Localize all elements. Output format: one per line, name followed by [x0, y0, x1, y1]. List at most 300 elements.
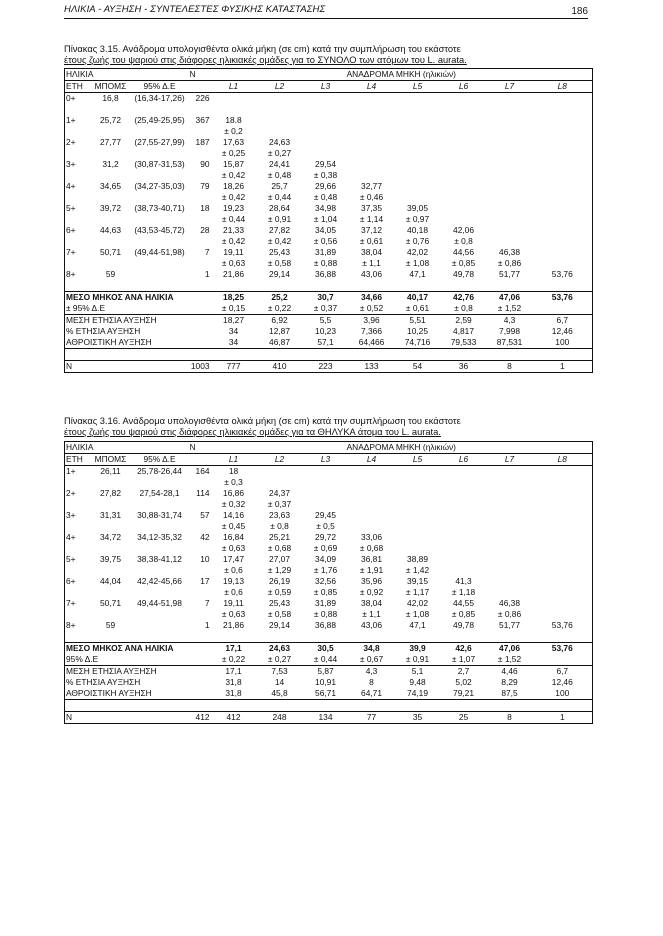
empty-cell: [65, 258, 91, 269]
error-cell: ± 0,3: [224, 477, 243, 487]
ci-cell: (30,87-31,53): [134, 159, 185, 169]
error-cell: ± 0,63: [221, 258, 246, 268]
empty-cell: [65, 192, 91, 203]
table1-caption: [64, 44, 594, 66]
header-back-lengths: ΑΝΑΔΡΟΜΑ ΜΗΚΗ (ηλικιών): [211, 442, 593, 454]
header-l1: L1: [211, 454, 257, 466]
growth-annual-value: 6,7: [533, 666, 593, 678]
error-cell: ± 1,17: [405, 587, 430, 597]
error-cell: ± 0,48: [267, 170, 292, 180]
value-cell: 25,7: [271, 181, 288, 191]
value-cell: 46,38: [499, 247, 520, 257]
empty-cell: [65, 477, 91, 488]
error-cell: [487, 148, 533, 159]
growth-percent-value: 7,998: [499, 326, 520, 336]
error-cell: [395, 126, 441, 137]
error-cell: [533, 170, 593, 181]
table-row: [65, 466, 593, 478]
n-cell: 226: [195, 93, 210, 103]
value-cell: 41,3: [455, 576, 472, 586]
growth-cumulative-value: 74,716: [395, 337, 441, 349]
empty-cell: [131, 126, 189, 137]
summary-ci-value: ± 1,52: [487, 303, 533, 315]
table-row: [65, 93, 593, 105]
header-n: N: [189, 69, 211, 81]
n-total-label: N: [65, 361, 189, 373]
value-cell: [441, 488, 487, 499]
header-years: ΕΤΗ: [65, 81, 91, 93]
header-age: ΗΛΙΚΙΑ: [65, 442, 189, 454]
n-value: 35: [395, 712, 441, 724]
value-cell: [533, 203, 593, 214]
ci-cell: (34,27-35,03): [134, 181, 185, 191]
value-cell: 32,77: [361, 181, 382, 191]
age-cell: 7+: [65, 598, 91, 609]
growth-cumulative-value: 64,71: [349, 688, 395, 700]
n-value: 8: [487, 712, 533, 724]
value-cell: 35,96: [361, 576, 382, 586]
empty-cell: [91, 192, 131, 203]
value-cell: 19,13: [223, 576, 244, 586]
header-mean: ΜΠΟΜΣ: [91, 454, 131, 466]
growth-annual-value: 18,27: [211, 315, 257, 327]
summary-ci-value: ± 0,8: [441, 303, 487, 315]
n-cell: 164: [195, 466, 210, 476]
value-cell: 53,76: [533, 269, 593, 280]
table1: [64, 68, 593, 373]
header-l2: L2: [257, 454, 303, 466]
value-cell: 31,89: [315, 247, 336, 257]
value-cell: 16,84: [223, 532, 244, 542]
value-cell: [349, 137, 395, 148]
error-row: [65, 477, 593, 488]
empty-cell: [189, 543, 211, 554]
growth-cumulative-value: 31,8: [211, 688, 257, 700]
value-cell: [441, 203, 487, 214]
error-cell: [533, 258, 593, 269]
growth-percent-value: 10,25: [407, 326, 428, 336]
ci-cell: (49,44-51,98): [134, 247, 185, 257]
empty-cell: [189, 499, 211, 510]
error-cell: ± 0,42: [267, 236, 292, 246]
error-cell: [487, 499, 533, 510]
error-cell: ± 0,63: [221, 543, 246, 553]
value-cell: 29,14: [269, 269, 290, 279]
error-row: [65, 126, 593, 137]
spacer-cell: [65, 349, 593, 361]
n-value: 77: [349, 712, 395, 724]
growth-percent-value: 8: [369, 677, 374, 687]
value-cell: [211, 93, 257, 105]
empty-cell: [189, 609, 211, 620]
value-cell: [441, 532, 487, 543]
table-row: [65, 532, 593, 543]
value-cell: 25,21: [269, 532, 290, 542]
empty-cell: [189, 126, 211, 137]
growth-annual-value: 2,7: [441, 666, 487, 678]
error-cell: ± 0,6: [224, 565, 243, 575]
mean-cell: 59: [105, 269, 116, 279]
n-cell: 28: [200, 225, 210, 235]
growth-percent-value: 7,366: [361, 326, 382, 336]
empty-cell: [131, 499, 189, 510]
error-cell: [487, 192, 533, 203]
summary-mean-label: ΜΕΣΟ ΜΗΚΟΣ ΑΝΑ ΗΛΙΚΙΑ: [65, 643, 211, 655]
error-cell: ± 0,42: [221, 236, 246, 246]
spacer-cell: [65, 104, 593, 115]
error-cell: [303, 148, 349, 159]
age-cell: 5+: [65, 203, 91, 214]
ci-cell: (16,34-17,26): [134, 93, 185, 103]
summary-mean-value: 24,63: [257, 643, 303, 655]
age-cell: 1+: [65, 115, 91, 126]
header-l4: L4: [349, 81, 395, 93]
value-cell: 43,06: [361, 269, 382, 279]
value-cell: [395, 510, 441, 521]
n-value: 248: [257, 712, 303, 724]
empty-cell: [65, 170, 91, 181]
growth-annual-value: 4,3: [487, 315, 533, 327]
table2-caption: [64, 416, 594, 438]
value-cell: 25,43: [269, 247, 290, 257]
value-cell: 34,98: [315, 203, 336, 213]
n-cell: 57: [200, 510, 210, 520]
empty-cell: [91, 521, 131, 532]
error-cell: ± 0,32: [221, 499, 246, 509]
error-cell: ± 0,61: [359, 236, 384, 246]
value-cell: [533, 532, 593, 543]
summary-ci-label: ± 95% Δ.Ε: [65, 303, 211, 315]
error-cell: [533, 543, 593, 554]
value-cell: [395, 115, 441, 126]
empty-cell: [65, 587, 91, 598]
summary-mean-value: 25,2: [257, 292, 303, 304]
summary-ci-row: [65, 654, 593, 666]
summary-mean-value: 30,5: [303, 643, 349, 655]
value-cell: [533, 115, 593, 126]
value-cell: [303, 115, 349, 126]
value-cell: [487, 181, 533, 192]
value-cell: [441, 115, 487, 126]
growth-annual-row: [65, 315, 593, 327]
value-cell: 39,05: [407, 203, 428, 213]
summary-ci-value: ± 1,52: [487, 654, 533, 666]
error-row: [65, 521, 593, 532]
growth-percent-value: 10,23: [315, 326, 336, 336]
summary-ci-value: ± 0,37: [303, 303, 349, 315]
value-cell: 14,16: [223, 510, 244, 520]
empty-cell: [131, 214, 189, 225]
growth-cumulative-value: 45,8: [257, 688, 303, 700]
value-cell: 47,1: [409, 620, 426, 630]
growth-cumulative-row: [65, 337, 593, 349]
n-cell: 18: [200, 203, 210, 213]
error-cell: [487, 543, 533, 554]
error-cell: ± 0,88: [313, 258, 338, 268]
growth-percent-value: 12,46: [533, 326, 593, 337]
error-cell: [533, 126, 593, 137]
value-cell: [487, 203, 533, 214]
value-cell: 24,37: [269, 488, 290, 498]
value-cell: 38,04: [361, 598, 382, 608]
error-cell: [395, 543, 441, 554]
header-l7: L7: [487, 81, 533, 93]
value-cell: [441, 93, 487, 105]
error-row: [65, 543, 593, 554]
header-l2: L2: [257, 81, 303, 93]
empty-cell: [131, 477, 189, 488]
ci-cell: 30,88-31,74: [137, 510, 182, 520]
value-cell: [395, 488, 441, 499]
error-cell: [349, 170, 395, 181]
value-cell: 38,89: [407, 554, 428, 564]
value-cell: 44,55: [453, 598, 474, 608]
growth-percent-value: 5,02: [455, 677, 472, 687]
empty-cell: [65, 148, 91, 159]
table-row: [65, 554, 593, 565]
error-cell: [533, 587, 593, 598]
value-cell: [257, 93, 303, 105]
value-cell: [257, 466, 303, 478]
value-cell: [487, 225, 533, 236]
age-cell: 8+: [65, 620, 91, 631]
table1-caption-line1: Πίνακας 3.15. Ανάδρομα υπολογισθέντα ολικά μήκη (σε cm) κατά την συμπλήρωση του εκάστοτε: [64, 44, 461, 54]
empty-cell: [131, 543, 189, 554]
age-cell: 5+: [65, 554, 91, 565]
value-cell: 27,07: [269, 554, 290, 564]
error-cell: ± 0,86: [497, 609, 522, 619]
empty-cell: [189, 148, 211, 159]
error-row: [65, 236, 593, 247]
value-cell: 17,47: [223, 554, 244, 564]
table-row: [65, 137, 593, 148]
error-cell: ± 0,5: [316, 521, 335, 531]
value-cell: [395, 93, 441, 105]
table2-caption-line1: Πίνακας 3.16. Ανάδρομα υπολογισθέντα ολικά μήκη (σε cm) κατά την συμπλήρωση του εκάστοτε: [64, 416, 461, 426]
error-cell: [533, 521, 593, 532]
error-cell: ± 0,91: [267, 214, 292, 224]
empty-cell: [91, 170, 131, 181]
empty-cell: [91, 565, 131, 576]
error-cell: [349, 477, 395, 488]
age-cell: 1+: [65, 466, 91, 478]
summary-mean-row: [65, 643, 593, 655]
table-row: [65, 247, 593, 258]
value-cell: 31,89: [315, 598, 336, 608]
error-cell: ± 0,58: [267, 609, 292, 619]
growth-annual-value: 6,7: [533, 315, 593, 327]
value-cell: 19,11: [223, 598, 244, 608]
error-cell: [533, 214, 593, 225]
error-row: [65, 499, 593, 510]
table-row: [65, 510, 593, 521]
mean-cell: 39,75: [100, 554, 121, 564]
header-l6: L6: [441, 454, 487, 466]
header-row: [65, 69, 593, 81]
ci-cell: (43,53-45,72): [134, 225, 185, 235]
growth-cumulative-value: 87,5: [487, 688, 533, 700]
value-cell: 37,12: [361, 225, 382, 235]
error-cell: ± 0,42: [221, 170, 246, 180]
value-cell: [303, 466, 349, 478]
error-cell: [441, 565, 487, 576]
growth-cumulative-value: 87,531: [487, 337, 533, 349]
error-cell: ± 0,44: [221, 214, 246, 224]
mean-cell: 25,72: [100, 115, 121, 125]
value-cell: 42,06: [453, 225, 474, 235]
error-cell: ± 1,08: [405, 258, 430, 268]
n-cell: 7: [204, 598, 210, 608]
value-cell: 37,35: [361, 203, 382, 213]
empty-cell: [65, 565, 91, 576]
empty-cell: [65, 609, 91, 620]
summary-ci-value: [533, 654, 593, 666]
ci-cell: (38,73-40,71): [134, 203, 185, 213]
mean-cell: 39,72: [100, 203, 121, 213]
error-cell: ± 0,6: [224, 587, 243, 597]
table-row: [65, 115, 593, 126]
error-cell: [257, 477, 303, 488]
error-cell: [395, 521, 441, 532]
value-cell: 29,72: [315, 532, 336, 542]
error-cell: [349, 521, 395, 532]
spacer-row: [65, 104, 593, 115]
n-value: 8: [487, 361, 533, 373]
error-cell: [349, 148, 395, 159]
age-cell: 7+: [65, 247, 91, 258]
growth-cumulative-value: 57,1: [303, 337, 349, 349]
growth-percent-label: % ΕΤΗΣΙΑ ΑΥΞΗΣΗ: [65, 677, 211, 688]
error-row: [65, 148, 593, 159]
summary-mean-label: ΜΕΣΟ ΜΗΚΟΣ ΑΝΑ ΗΛΙΚΙΑ: [65, 292, 211, 304]
value-cell: [533, 93, 593, 105]
age-cell: 8+: [65, 269, 91, 280]
n-value: 1: [533, 361, 593, 373]
error-row: [65, 587, 593, 598]
table-row: [65, 203, 593, 214]
empty-cell: [131, 192, 189, 203]
header-l8: L8: [533, 454, 593, 466]
empty-cell: [91, 214, 131, 225]
error-cell: [487, 565, 533, 576]
mean-cell: 50,71: [100, 598, 121, 608]
error-cell: ± 0,42: [221, 192, 246, 202]
header-l4: L4: [349, 454, 395, 466]
error-cell: ± 0,63: [221, 609, 246, 619]
summary-ci-value: ± 0,22: [211, 654, 257, 666]
growth-percent-value: 12,46: [533, 677, 593, 688]
summary-mean-value: 42,6: [441, 643, 487, 655]
error-cell: ± 0,45: [221, 521, 246, 531]
error-cell: ± 1,91: [359, 565, 384, 575]
error-cell: [441, 521, 487, 532]
error-cell: ± 1,42: [405, 565, 430, 575]
error-cell: ± 0,37: [267, 499, 292, 509]
n-cell: 1: [204, 269, 210, 279]
summary-mean-row: [65, 292, 593, 304]
value-cell: 53,76: [533, 620, 593, 631]
table-row: [65, 488, 593, 499]
error-cell: ± 0,8: [454, 236, 473, 246]
summary-ci-value: ± 0,15: [211, 303, 257, 315]
value-cell: [533, 598, 593, 609]
value-cell: 29,14: [269, 620, 290, 630]
empty-cell: [91, 609, 131, 620]
subheader-row: [65, 454, 593, 466]
age-cell: 4+: [65, 532, 91, 543]
summary-mean-value: 18,25: [211, 292, 257, 304]
growth-percent-value: 10,91: [315, 677, 336, 687]
error-cell: [533, 236, 593, 247]
growth-annual-value: 7,53: [257, 666, 303, 678]
error-cell: [441, 126, 487, 137]
table2-caption-line2: έτους ζωής του ψαριού στις διάφορες ηλικιακές ομάδες για τα ΘΗΛΥΚΑ άτομα του L. aurata.: [64, 427, 441, 437]
growth-annual-value: 5,5: [303, 315, 349, 327]
empty-cell: [65, 499, 91, 510]
empty-cell: [65, 543, 91, 554]
error-cell: ± 0,8: [270, 521, 289, 531]
value-cell: [487, 510, 533, 521]
summary-mean-value: 42,76: [441, 292, 487, 304]
value-cell: 33,06: [361, 532, 382, 542]
n-value: 134: [303, 712, 349, 724]
summary-ci-value: ± 0,91: [395, 654, 441, 666]
growth-cumulative-value: 100: [533, 337, 593, 349]
value-cell: [349, 115, 395, 126]
value-cell: 21,33: [223, 225, 244, 235]
value-cell: [487, 532, 533, 543]
ci-cell: [131, 620, 189, 631]
error-cell: [257, 126, 303, 137]
n-total-value: 412: [189, 712, 211, 724]
page-header: [64, 4, 588, 19]
header-row: [65, 442, 593, 454]
n-value: 25: [441, 712, 487, 724]
age-cell: 3+: [65, 510, 91, 521]
empty-cell: [189, 192, 211, 203]
spacer-cell: [65, 280, 593, 292]
error-cell: ± 0,56: [313, 236, 338, 246]
empty-cell: [91, 148, 131, 159]
error-row: [65, 609, 593, 620]
error-cell: [441, 148, 487, 159]
error-cell: ± 1,76: [313, 565, 338, 575]
empty-cell: [189, 170, 211, 181]
value-cell: [349, 466, 395, 478]
mean-cell: 44,04: [100, 576, 121, 586]
n-value: 133: [349, 361, 395, 373]
summary-mean-value: 47,06: [487, 292, 533, 304]
error-row: [65, 565, 593, 576]
table-row: [65, 269, 593, 280]
error-cell: [533, 499, 593, 510]
table-row: [65, 159, 593, 170]
value-cell: 43,06: [361, 620, 382, 630]
summary-ci-value: ± 0,22: [257, 303, 303, 315]
summary-ci-value: [533, 303, 593, 315]
empty-cell: [91, 126, 131, 137]
value-cell: 49,78: [453, 620, 474, 630]
value-cell: 46,38: [499, 598, 520, 608]
error-cell: [441, 214, 487, 225]
growth-cumulative-row: [65, 688, 593, 700]
mean-cell: 31,2: [102, 159, 119, 169]
growth-percent-row: [65, 677, 593, 688]
error-cell: [395, 170, 441, 181]
header-l1: L1: [211, 81, 257, 93]
error-row: [65, 214, 593, 225]
empty-cell: [131, 236, 189, 247]
